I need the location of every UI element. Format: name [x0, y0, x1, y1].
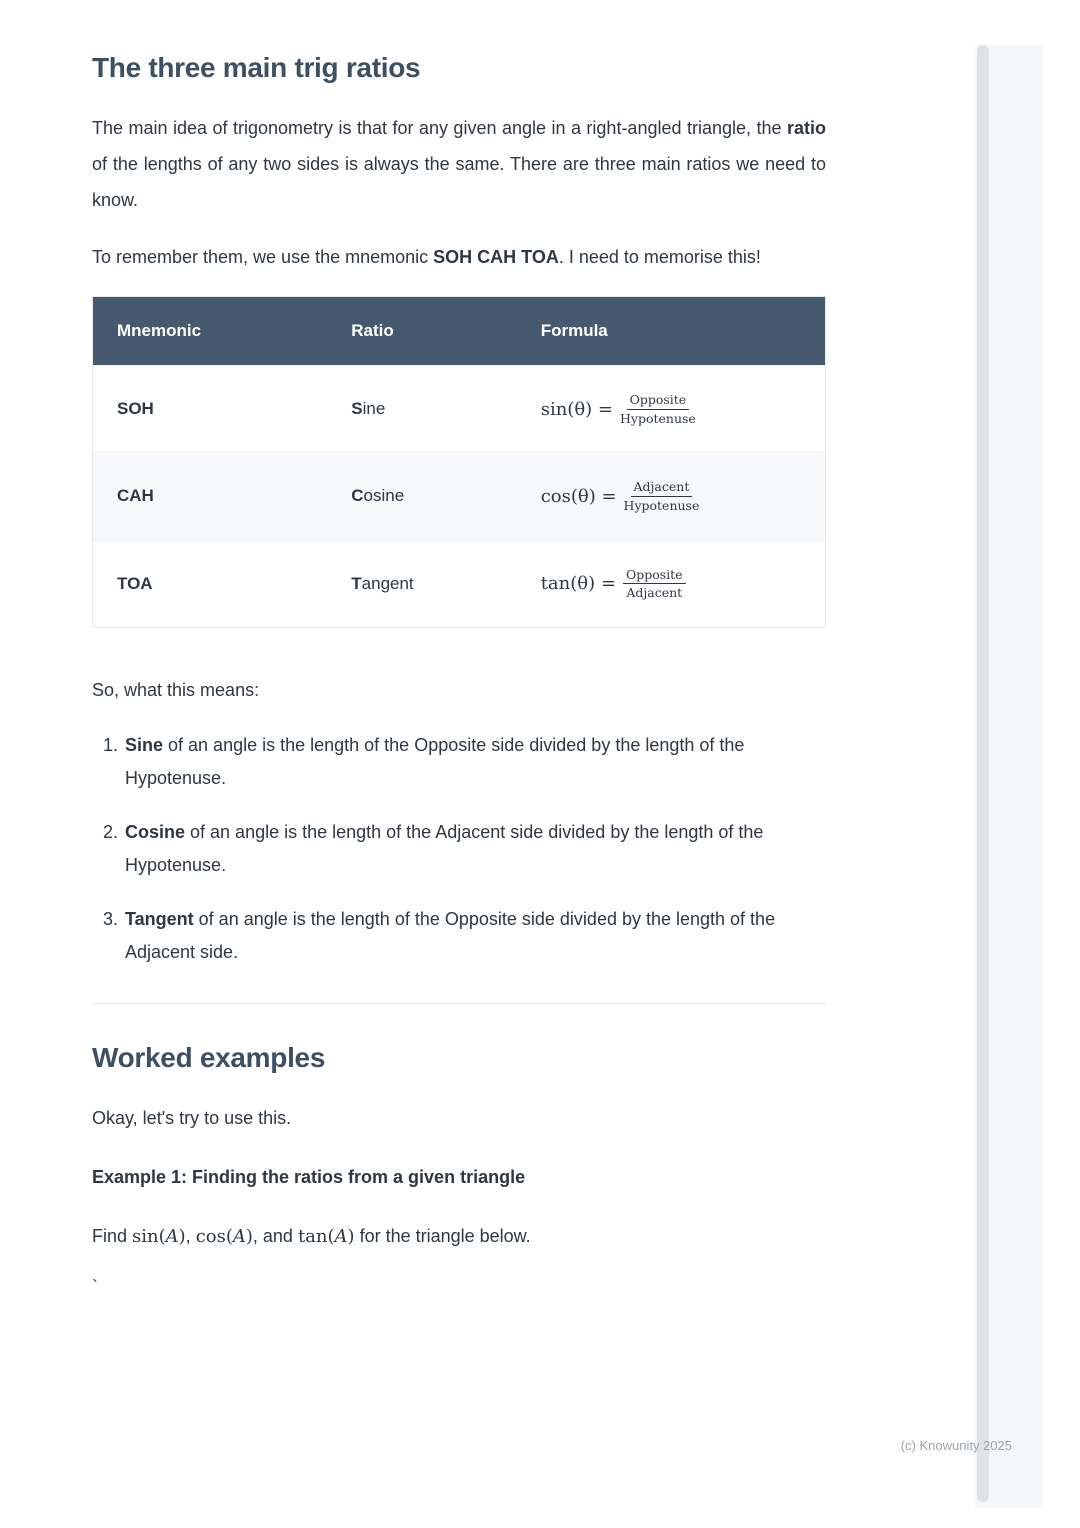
sin-open: sin(	[132, 1225, 166, 1247]
fraction	[620, 392, 696, 426]
examples-intro: Okay, let's try to use this.	[92, 1107, 292, 1128]
ratio-rest: osine	[363, 486, 405, 506]
list-item-text	[125, 903, 826, 969]
tan-open: tan(	[297, 1225, 335, 1247]
list-rest: of an angle is the length of the Opposite side divided by the length of the Hypotenuse.	[125, 734, 745, 788]
list-item-cosine	[92, 816, 826, 882]
comma-separator: ,	[185, 1225, 196, 1246]
meaning-intro: So, what this means:	[92, 679, 260, 700]
fraction-numerator: Opposite	[627, 392, 690, 410]
column-header-ratio: Ratio	[327, 297, 516, 365]
cos-open: cos(	[195, 1225, 233, 1247]
document-content	[92, 52, 826, 1298]
formula-prefix: sin(θ) =	[540, 398, 613, 420]
fraction-numerator: Adjacent	[631, 479, 693, 497]
column-header-formula: Formula	[517, 297, 825, 365]
ratio-rest: angent	[361, 573, 414, 593]
list-lead-cosine: Cosine	[125, 821, 186, 842]
list-number: 3.	[103, 908, 119, 929]
fraction-denominator: Adjacent	[626, 585, 683, 601]
fraction-denominator: Hypotenuse	[619, 410, 696, 426]
scrollbar-track[interactable]	[975, 45, 1043, 1508]
formula-prefix: cos(θ) =	[540, 485, 617, 507]
cos-formula	[541, 479, 700, 513]
fraction-numerator: Opposite	[623, 567, 686, 585]
mnemonic-cell-cah: CAH	[93, 452, 327, 539]
list-lead-sine: Sine	[125, 734, 164, 755]
fraction	[624, 479, 700, 513]
mnemonic-bold-soh-cah-toa: SOH CAH TOA	[433, 247, 559, 267]
mnemonic-text-1: To remember them, we use the mnemonic	[92, 247, 434, 267]
formula-cell-tan	[517, 540, 825, 627]
table-row-cah	[93, 452, 825, 539]
intro-text-2: of the lengths of any two sides is always the same. There are three main ratios we need to know.	[92, 154, 826, 210]
ratio-cell-cosine	[327, 452, 516, 539]
tan-formula	[541, 567, 686, 601]
heading-three-main-trig-ratios: The three main trig ratios	[92, 52, 421, 83]
angle-variable: A	[165, 1225, 179, 1247]
example-1-title: Example 1: Finding the ratios from a given triangle	[92, 1166, 526, 1187]
list-lead-tangent: Tangent	[125, 908, 194, 929]
find-ratios-line	[92, 1218, 826, 1255]
close-paren: )	[245, 1225, 253, 1247]
close-paren: )	[178, 1225, 186, 1247]
list-item-sine	[92, 729, 826, 795]
list-item-text	[125, 729, 826, 795]
copyright-notice: (c) Knowunity 2025	[900, 1438, 1012, 1453]
ratio-lead-letter: C	[351, 486, 364, 506]
ratio-cell-tangent	[327, 540, 516, 627]
list-item-tangent	[92, 903, 826, 969]
list-rest: of an angle is the length of the Opposite side divided by the length of the Adjacent side.	[125, 908, 776, 962]
fraction	[623, 567, 686, 601]
list-number: 1.	[103, 734, 119, 755]
find-lead: Find	[92, 1225, 133, 1246]
and-separator: , and	[252, 1225, 298, 1246]
formula-cell-cos	[517, 452, 825, 539]
fraction-denominator: Hypotenuse	[623, 497, 700, 513]
table-header-row	[93, 297, 825, 365]
mnemonic-cell-toa: TOA	[93, 540, 327, 627]
close-paren: )	[347, 1225, 355, 1247]
heading-worked-examples: Worked examples	[92, 1041, 326, 1073]
table-row-toa	[93, 540, 825, 627]
intro-paragraph	[92, 110, 826, 218]
stray-backtick: `	[92, 1276, 98, 1297]
ratio-lead-letter: T	[351, 573, 362, 593]
column-header-mnemonic: Mnemonic	[93, 297, 327, 365]
ratio-cell-sine	[327, 365, 516, 452]
table-row-soh	[93, 365, 825, 452]
section-divider	[92, 1003, 826, 1004]
intro-bold-ratio: ratio	[786, 118, 826, 138]
formula-prefix: tan(θ) =	[540, 573, 616, 595]
mnemonic-cell-soh: SOH	[93, 365, 327, 452]
find-tail: for the triangle below.	[354, 1225, 531, 1246]
ratio-rest: ine	[362, 399, 386, 419]
meaning-list	[92, 729, 826, 969]
ratio-lead-letter: S	[351, 399, 363, 419]
mnemonic-paragraph	[92, 239, 826, 275]
list-item-text	[125, 816, 826, 882]
angle-variable: A	[334, 1225, 348, 1247]
trig-ratios-table	[92, 296, 826, 628]
intro-text-1: The main idea of trigonometry is that for any given angle in a right-angled triangle, the	[92, 118, 787, 138]
sin-formula	[541, 392, 696, 426]
angle-variable: A	[232, 1225, 246, 1247]
scrollbar-thumb[interactable]	[977, 45, 989, 1502]
list-number: 2.	[103, 821, 119, 842]
mnemonic-text-2: . I need to memorise this!	[558, 247, 761, 267]
list-rest: of an angle is the length of the Adjacent side divided by the length of the Hypotenuse.	[125, 821, 764, 875]
formula-cell-sin	[517, 365, 825, 452]
